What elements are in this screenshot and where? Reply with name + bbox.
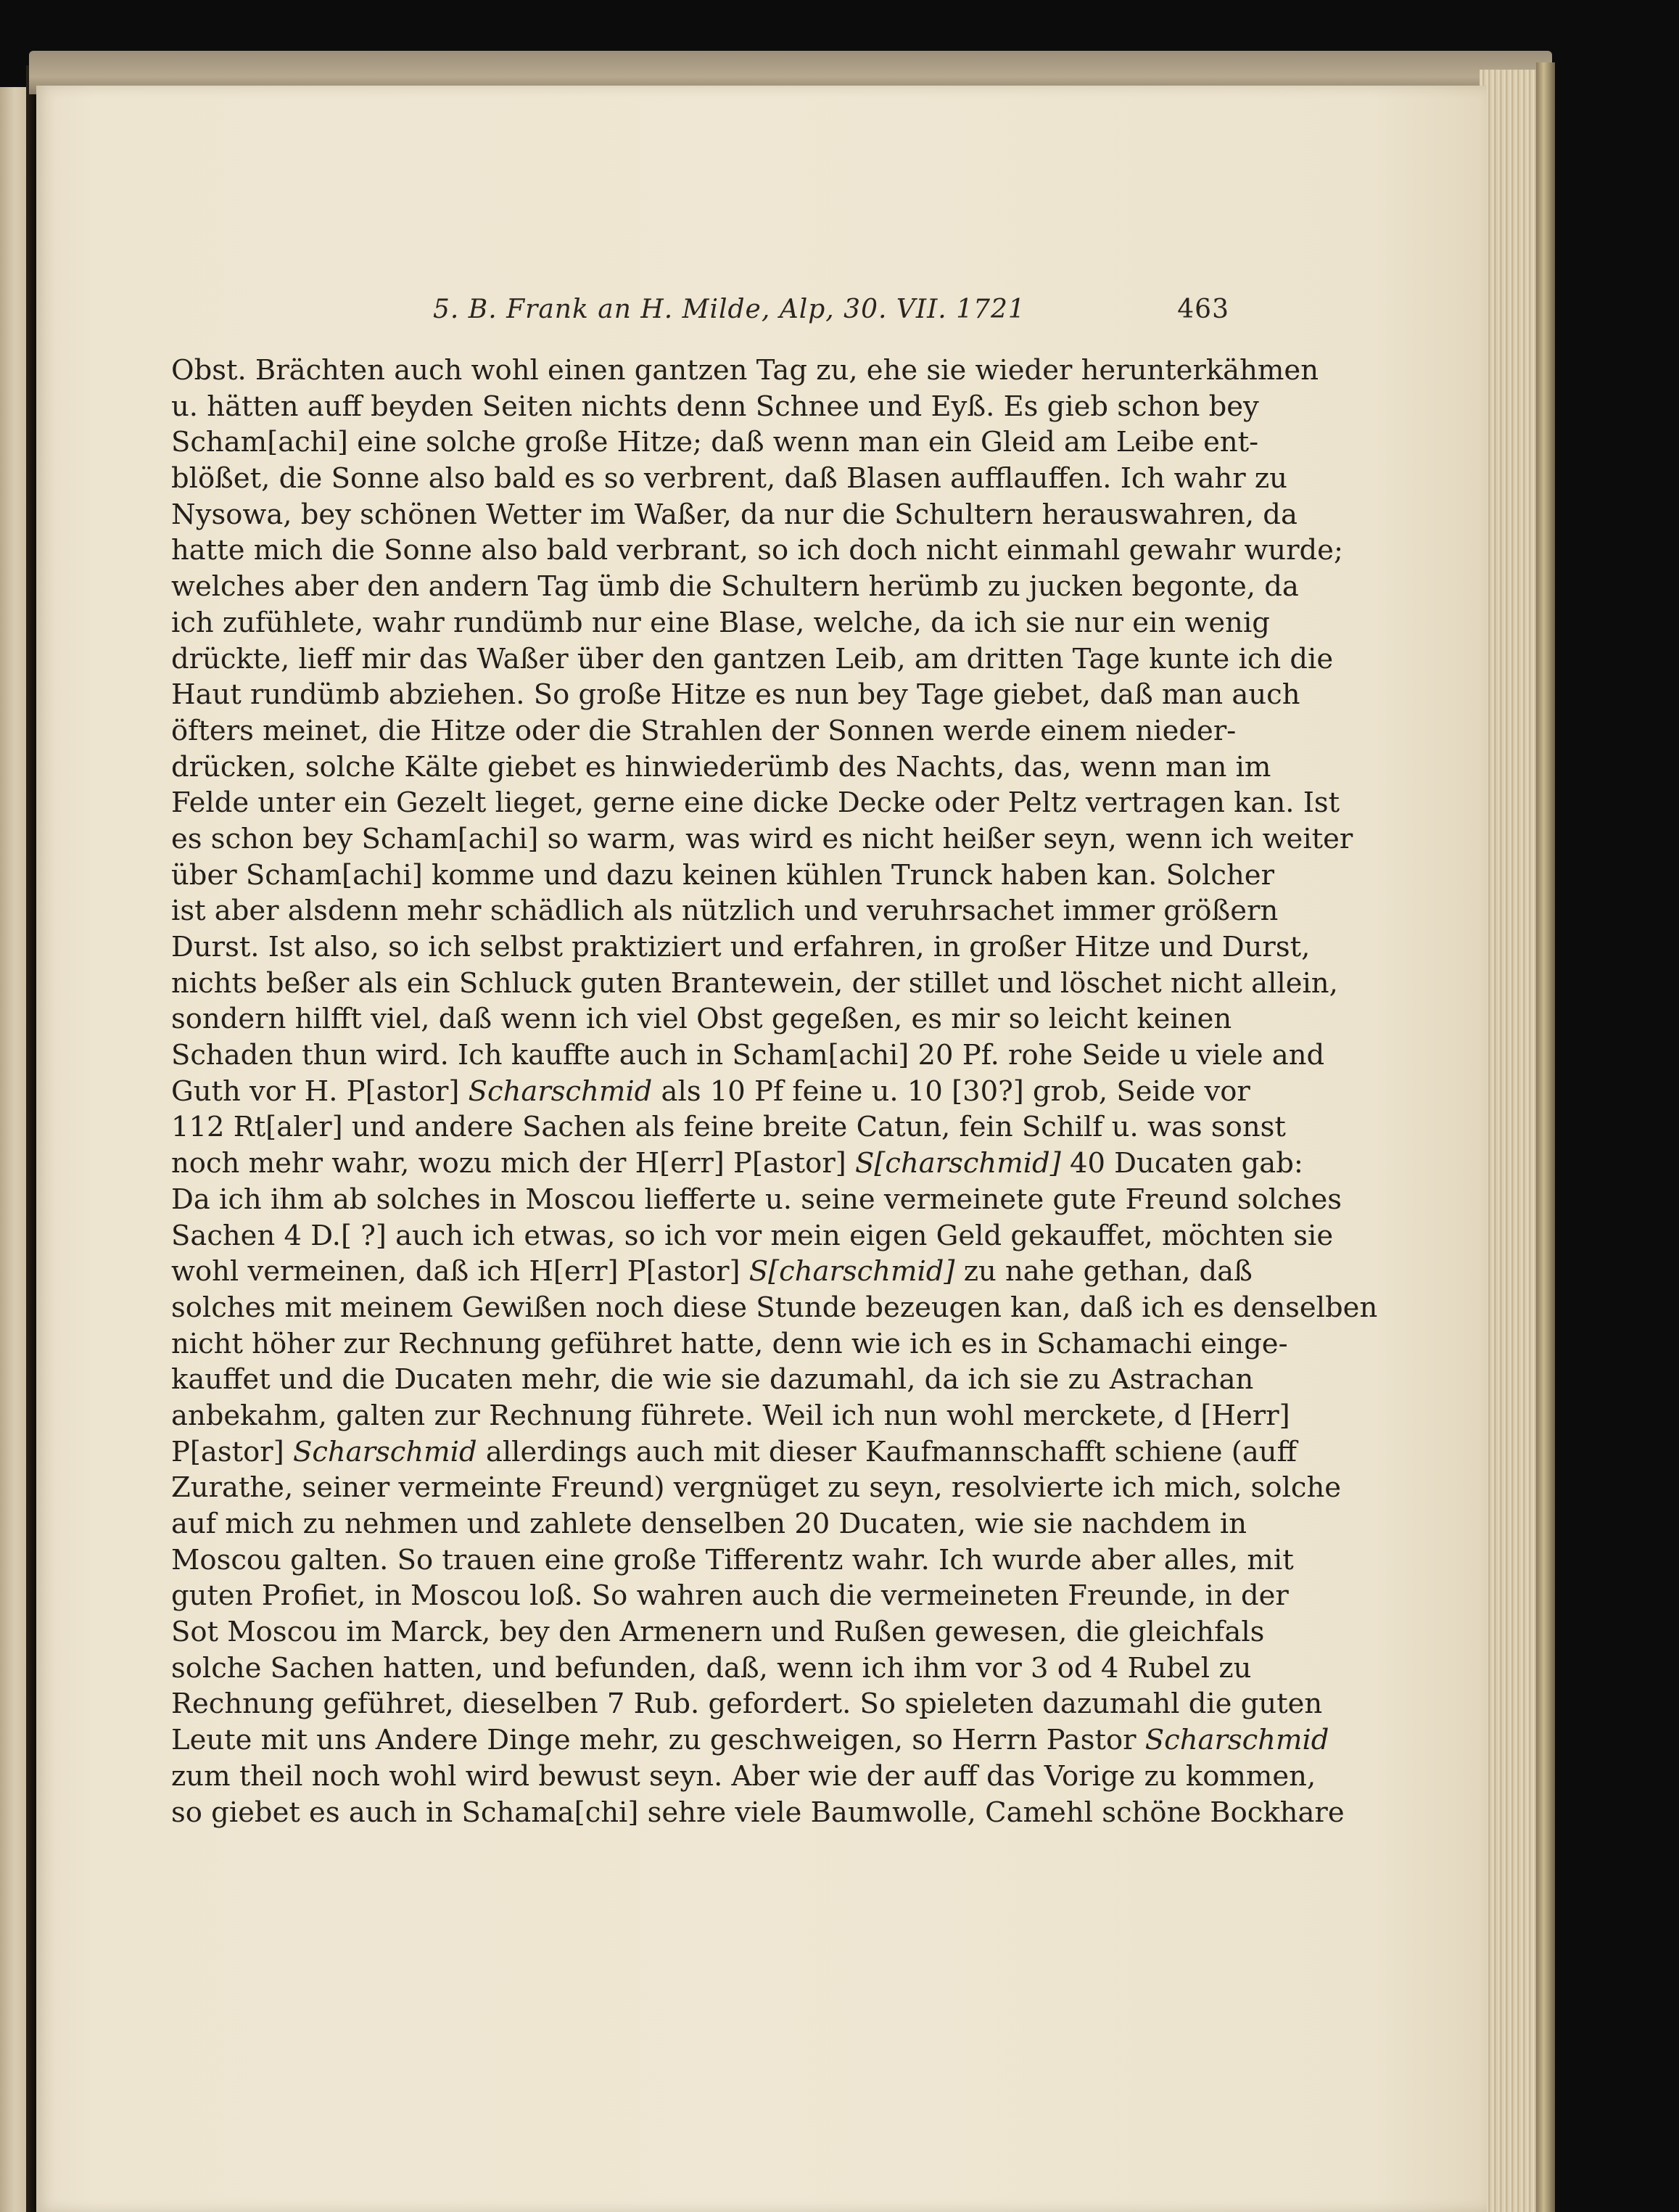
text-line: Rechnung geführet, dieselben 7 Rub. gefordert. So spieleten dazumahl die guten	[171, 1687, 1323, 1721]
text-line: Da ich ihm ab solches in Moscou liefferte u. seine vermeinete gute Freund solches	[171, 1183, 1342, 1216]
italic-name: Scharschmid	[1144, 1724, 1329, 1757]
page-number: 463	[1177, 295, 1229, 324]
text-line: Sot Moscou im Marck, bey den Armenern und Rußen gewesen, die gleichfals	[171, 1616, 1265, 1649]
text-line: Zurathe, seiner vermeinte Freund) vergnüget zu seyn, resolvierte ich mich, solche	[171, 1471, 1342, 1505]
text-line: Durst. Ist also, so ich selbst praktiziert und erfahren, in großer Hitze und Durst,	[171, 931, 1311, 963]
text-line: blößet, die Sonne also bald es so verbrent, daß Blasen aufflauffen. Ich wahr zu	[171, 462, 1287, 496]
text-line: über Scham[achi] komme und dazu keinen kühlen Trunck haben kan. Solcher	[171, 858, 1274, 892]
text-line: Scham[achi] eine solche große Hitze; daß wenn man ein Gleid am Leibe ent-	[171, 426, 1259, 459]
text-line: auf mich zu nehmen und zahlete denselben 20 Ducaten, wie sie nachdem in	[171, 1508, 1247, 1540]
page-stack-edges	[1480, 70, 1545, 2212]
facing-page-edge	[0, 87, 26, 2212]
text-segment: Leute mit uns Andere Dinge mehr, zu geschweigen, so Herrn Pastor	[171, 1724, 1145, 1757]
text-line: nichts beßer als ein Schluck guten Brantewein, der stillet und löschet nicht allein,	[171, 966, 1338, 1000]
text-line: Moscou galten. So trauen eine große Tifferentz wahr. Ich wurde aber alles, mit	[171, 1543, 1294, 1576]
text-line: ich zufühlete, wahr rundümb nur eine Blase, welche, da ich sie nur ein wenig	[171, 606, 1270, 639]
text-line	[171, 1146, 1303, 1182]
text-line: es schon bey Scham[achi] so warm, was wird es nicht heißer seyn, wenn ich weiter	[171, 822, 1353, 855]
text-line	[171, 1254, 1253, 1290]
text-line: so giebet es auch in Schama[chi] sehre viele Baumwolle, Camehl schöne Bockhare	[171, 1796, 1345, 1829]
text-line: ist aber alsdenn mehr schädlich als nützlich und veruhrsachet immer größern	[171, 895, 1279, 928]
italic-name: Scharschmid	[468, 1074, 653, 1108]
italic-name: S[charschmid]	[855, 1147, 1061, 1180]
text-line: guten Profiet, in Moscou loß. So wahren auch die vermeineten Freunde, in der	[171, 1579, 1289, 1613]
text-line: Haut rundümb abziehen. So große Hitze es nun bey Tage giebet, daß man auch	[171, 678, 1300, 712]
book-gutter	[26, 65, 36, 2212]
text-segment: zu nahe gethan, daß	[954, 1255, 1253, 1288]
text-line: Nysowa, bey schönen Wetter im Waßer, da nur die Schultern herauswahren, da	[171, 498, 1298, 531]
text-line: zum theil noch wohl wird bewust seyn. Aber wie der auff das Vorige zu kommen,	[171, 1759, 1316, 1793]
text-segment: noch mehr wahr, wozu mich der H[err] P[astor]	[171, 1147, 855, 1180]
text-line: Felde unter ein Gezelt lieget, gerne eine dicke Decke oder Peltz vertragen kan. Ist	[171, 786, 1340, 820]
text-line: Schaden thun wird. Ich kauffte auch in Scham[achi] 20 Pf. rohe Seide u viele and	[171, 1039, 1325, 1072]
text-line: hatte mich die Sonne also bald verbrant, so ich doch nicht einmahl gewahr wurde;	[171, 534, 1343, 567]
italic-name: Scharschmid	[292, 1435, 477, 1468]
text-segment: wohl vermeinen, daß ich H[err] P[astor]	[171, 1255, 749, 1288]
text-line	[171, 1434, 1297, 1471]
text-line: drücken, solche Kälte giebet es hinwiederümb des Nachts, das, wenn man im	[171, 750, 1271, 784]
text-line: öfters meinet, die Hitze oder die Strahlen der Sonnen werde einem nieder-	[171, 714, 1237, 747]
text-line	[171, 1074, 1250, 1110]
text-line: Sachen 4 D.[ ?] auch ich etwas, so ich vor mein eigen Geld gekauffet, möchten sie	[171, 1219, 1334, 1252]
text-line	[171, 1722, 1329, 1759]
text-line: Obst. Brächten auch wohl einen gantzen Tag zu, ehe sie wieder herunterkähmen	[171, 354, 1319, 387]
text-line: u. hätten auff beyden Seiten nichts denn Schnee und Eyß. Es gieb schon bey	[171, 390, 1259, 423]
text-line: nicht höher zur Rechnung geführet hatte, denn wie ich es in Schamachi einge-	[171, 1327, 1288, 1360]
text-segment: Guth vor H. P[astor]	[171, 1074, 469, 1108]
page-header	[395, 290, 1229, 334]
book-cover-right-edge	[1536, 62, 1555, 2212]
body-text	[171, 353, 1378, 1830]
running-head: 5. B. Frank an H. Milde, Alp, 30. VII. 1721	[433, 295, 1026, 324]
text-line: 112 Rt[aler] und andere Sachen als feine breite Catun, fein Schilf u. was sonst	[171, 1111, 1286, 1144]
text-segment: 40 Ducaten gab:	[1060, 1147, 1303, 1180]
text-segment: als 10 Pf feine u. 10 [30?] grob, Seide vor	[652, 1074, 1250, 1108]
text-line: sondern hilfft viel, daß wenn ich viel Obst gegeßen, es mir so leicht keinen	[171, 1003, 1232, 1036]
text-line: solche Sachen hatten, und befunden, daß, wenn ich ihm vor 3 od 4 Rubel zu	[171, 1651, 1252, 1685]
text-line: drückte, lieff mir das Waßer über den gantzen Leib, am dritten Tage kunte ich die	[171, 642, 1334, 675]
text-line: solches mit meinem Gewißen noch diese Stunde bezeugen kan, daß ich es denselben	[171, 1291, 1378, 1324]
italic-name: S[charschmid]	[748, 1255, 955, 1288]
text-line: kauffet und die Ducaten mehr, die wie sie dazumahl, da ich sie zu Astrachan	[171, 1363, 1254, 1397]
text-segment: P[astor]	[171, 1435, 293, 1468]
text-line: anbekahm, galten zur Rechnung führete. Weil ich nun wohl merckete, d [Herr]	[171, 1399, 1290, 1432]
text-segment: allerdings auch mit dieser Kaufmannschafft schiene (auff	[477, 1435, 1297, 1468]
text-line: welches aber den andern Tag ümb die Schultern herümb zu jucken begonte, da	[171, 570, 1299, 604]
